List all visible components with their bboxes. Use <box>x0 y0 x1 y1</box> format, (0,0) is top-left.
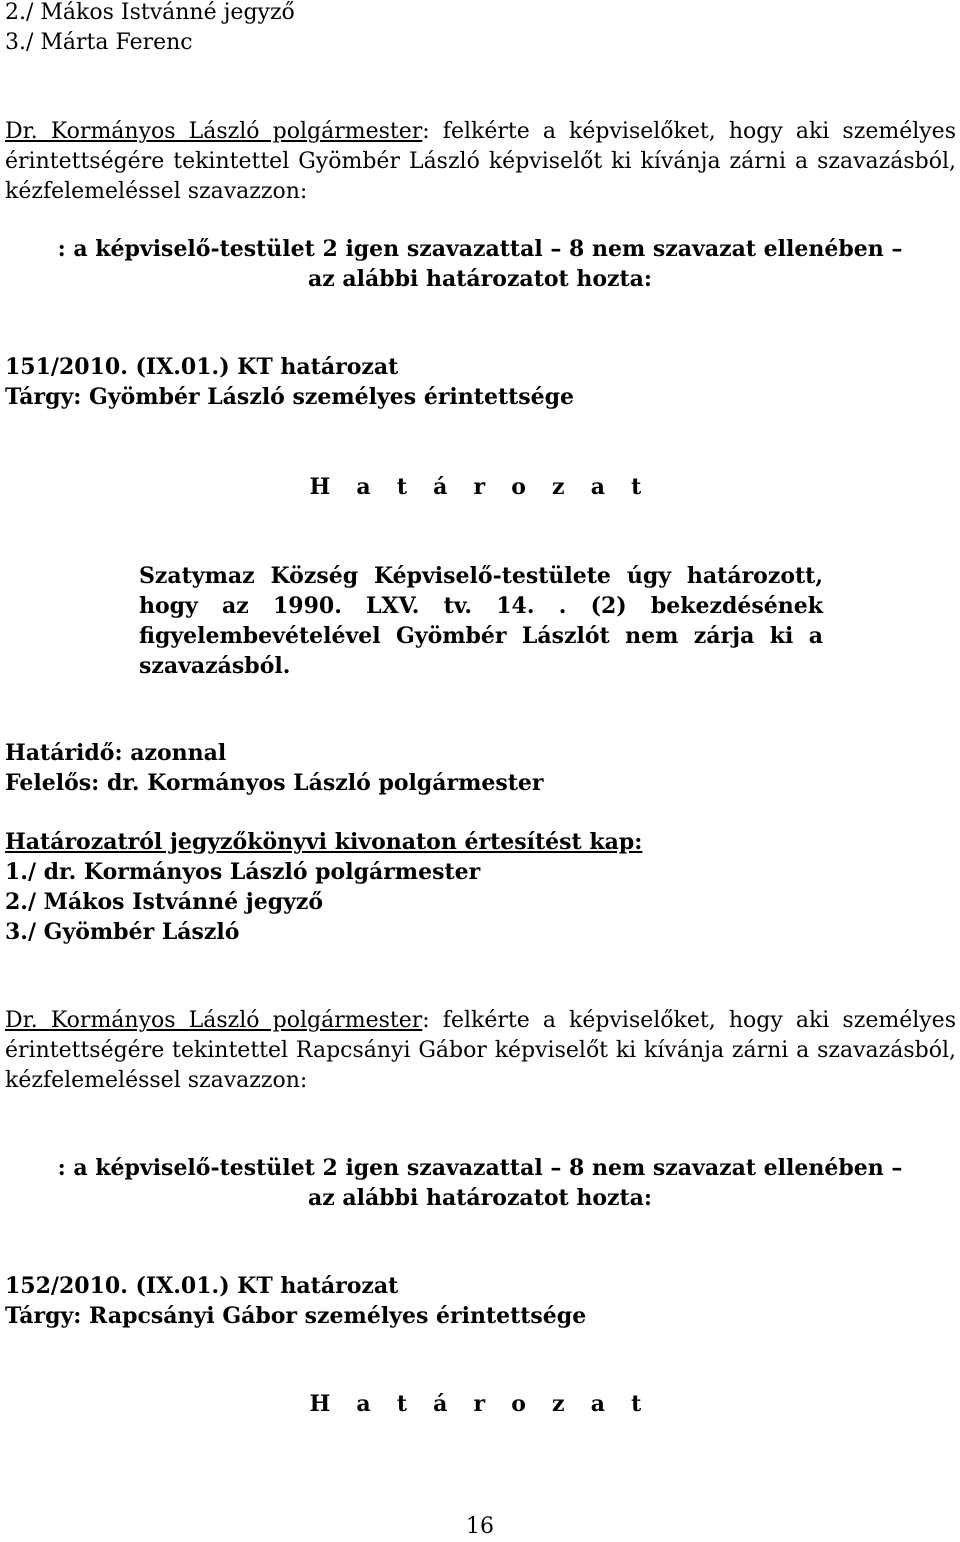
paragraph-2 <box>5 1006 956 1096</box>
top-list-item-3: 3./ Márta Ferenc <box>5 30 193 55</box>
deadline: Határidő: azonnal <box>5 740 227 766</box>
paragraph-text: : felkérte a képviselőket, hogy aki személyes érintettségére tekintettel Gyömbér László képviselőt ki kívánja zárni a szavazásból, kézfelemeléssel szavazzon: <box>5 119 956 204</box>
resolution-subject: Tárgy: Gyömbér László személyes érintettsége <box>5 384 575 410</box>
paragraph-text: : felkérte a képviselőket, hogy aki személyes érintettségére tekintettel Rapcsányi Gábor képviselőt ki kívánja zárni a szavazásból, kézfelemeléssel szavazzon: <box>5 1008 956 1093</box>
paragraph-1 <box>5 117 956 207</box>
speaker-name: Dr. Kormányos László polgármester <box>5 1008 423 1033</box>
top-list-item-2: 2./ Mákos Istvánné jegyző <box>5 0 295 25</box>
vote-result-line-2: az alábbi határozatot hozta: <box>307 266 653 292</box>
vote-result-line-1: : a képviselő-testület 2 igen szavazattal – 8 nem szavazat ellenében – <box>57 236 903 262</box>
vote-result-line-1: : a képviselő-testület 2 igen szavazattal – 8 nem szavazat ellenében – <box>57 1155 903 1181</box>
resolution-number: 151/2010. (IX.01.) KT határozat <box>5 354 399 380</box>
page-number: 16 <box>466 1514 494 1539</box>
speaker-name: Dr. Kormányos László polgármester <box>5 119 423 144</box>
responsible: Felelős: dr. Kormányos László polgármester <box>5 770 544 796</box>
notify-item-2: 2./ Mákos Istvánné jegyző <box>5 889 324 915</box>
resolution-number: 152/2010. (IX.01.) KT határozat <box>5 1273 399 1299</box>
vote-result-line-2: az alábbi határozatot hozta: <box>307 1185 653 1211</box>
notify-header: Határozatról jegyzőkönyvi kivonaton értesítést kap: <box>5 829 643 855</box>
notify-item-1: 1./ dr. Kormányos László polgármester <box>5 859 481 885</box>
resolution-body: Szatymaz Község Képviselő-testülete úgy határozott, hogy az 1990. LXV. tv. 14. . (2) bekezdésének figyelembevételével Gyömbér Lászlót nem zárja ki a szavazásból. <box>139 563 823 679</box>
resolution-heading: H a t á r o z a t <box>309 474 651 500</box>
resolution-subject: Tárgy: Rapcsányi Gábor személyes érintettsége <box>5 1303 587 1329</box>
resolution-heading: H a t á r o z a t <box>309 1391 651 1417</box>
notify-item-3: 3./ Gyömbér László <box>5 919 240 945</box>
